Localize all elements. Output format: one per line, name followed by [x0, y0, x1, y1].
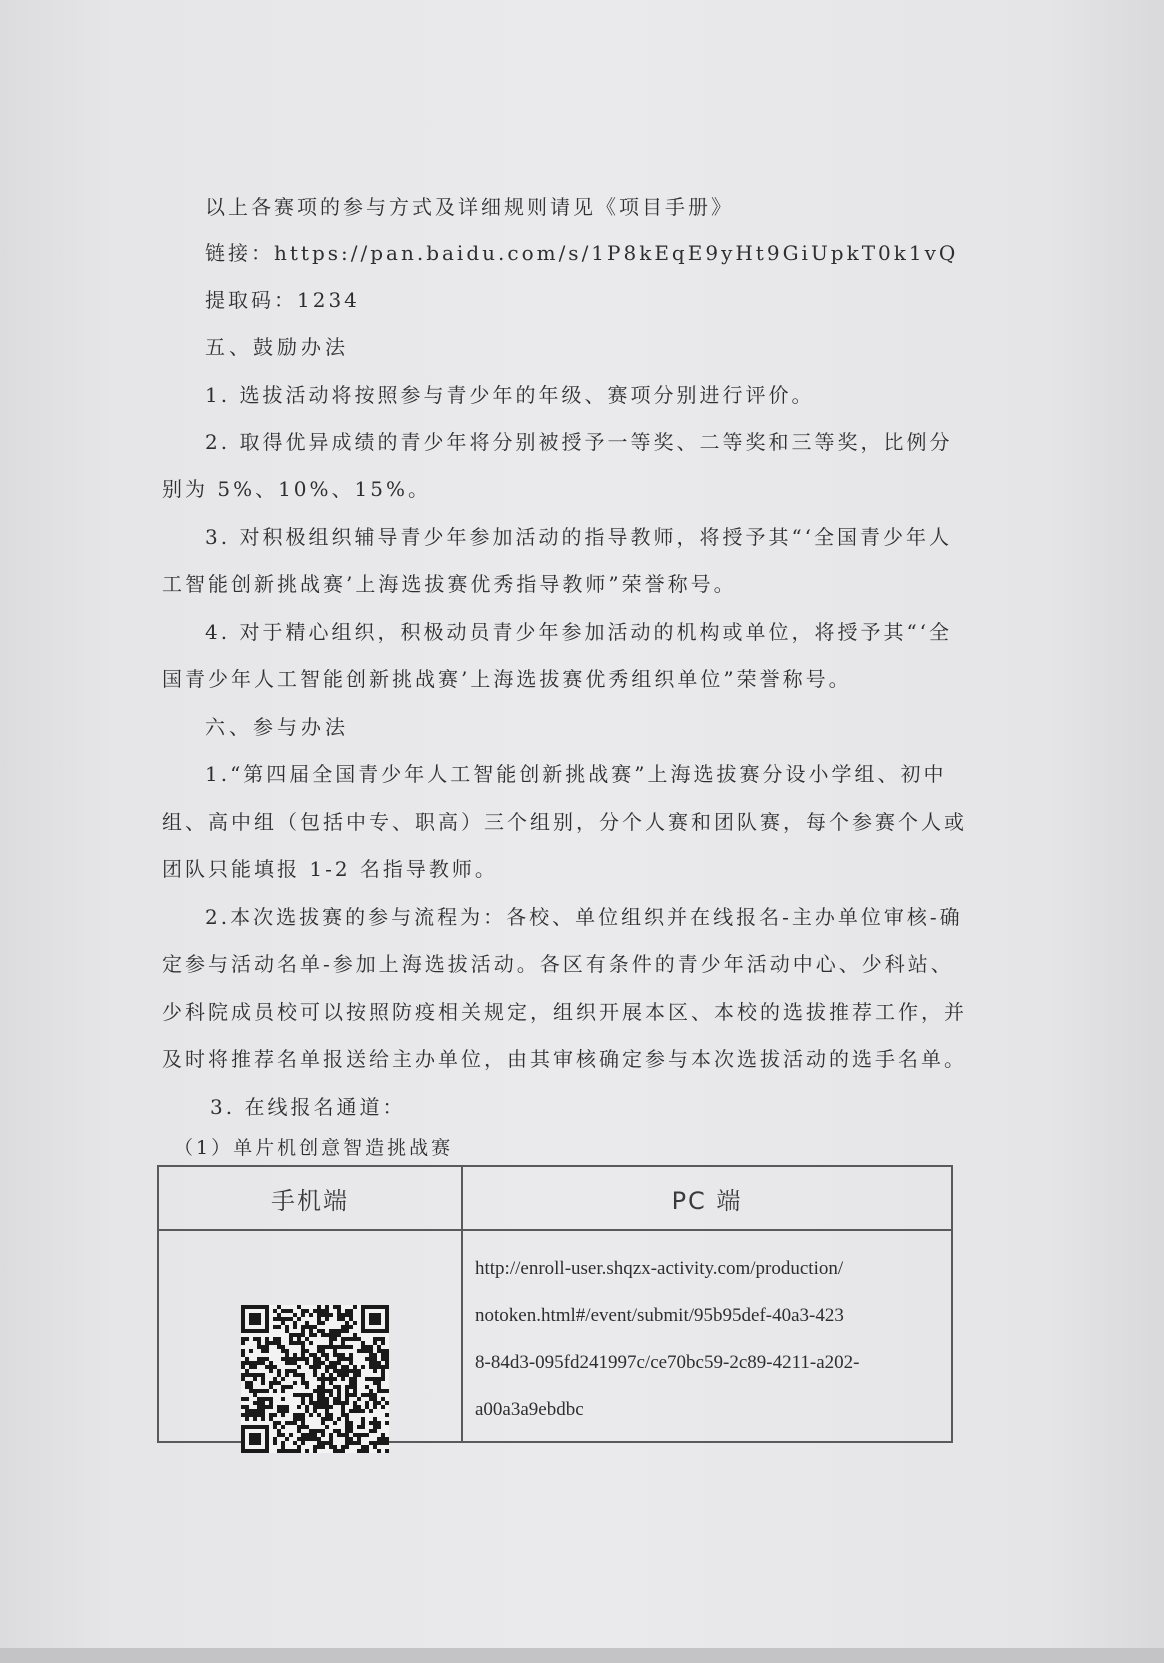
- incentive-item-4: 4. 对于精心组织，积极动员青少年参加活动的机构或单位，将授予其“‘全: [205, 620, 953, 644]
- pc-url-line-3[interactable]: 8-84d3-095fd241997c/ce70bc59-2c89-4211-a202-: [475, 1352, 860, 1373]
- participation-item-1-cont-b: 团队只能填报 1-2 名指导教师。: [162, 857, 498, 881]
- incentive-item-4-cont: 国青少年人工智能创新挑战赛’上海选拔赛优秀组织单位”荣誉称号。: [162, 667, 852, 691]
- table-caption: （1）单片机创意智造挑战赛: [174, 1137, 454, 1159]
- table-body-row: [158, 1230, 952, 1442]
- header-mobile: 手机端: [158, 1166, 462, 1230]
- manual-reference: 以上各赛项的参与方式及详细规则请见《项目手册》: [205, 195, 734, 219]
- participation-item-2: 2.本次选拔赛的参与流程为：各校、单位组织并在线报名-主办单位审核-确: [205, 905, 963, 929]
- pc-url-line-4[interactable]: a00a3a9ebdbc: [475, 1399, 584, 1420]
- pc-url-line-2[interactable]: notoken.html#/event/submit/95b95def-40a3-423: [475, 1305, 844, 1326]
- pc-url-line-1[interactable]: http://enroll-user.shqzx-activity.com/production/: [475, 1258, 844, 1279]
- participation-item-2-cont-a: 定参与活动名单-参加上海选拔活动。各区有条件的青少年活动中心、少科站、: [162, 952, 954, 976]
- participation-item-3: 3. 在线报名通道：: [210, 1095, 406, 1119]
- incentive-item-2: 2. 取得优异成绩的青少年将分别被授予一等奖、二等奖和三等奖，比例分: [205, 430, 953, 454]
- link-line: 链接：https://pan.baidu.com/s/1P8kEqE9yHt9GiUpkT0k1vQ: [205, 241, 959, 265]
- section-heading-participation: 六、参与办法: [205, 715, 349, 739]
- participation-item-2-cont-b: 少科院成员校可以按照防疫相关规定，组织开展本区、本校的选拔推荐工作，并: [162, 1000, 967, 1024]
- extraction-code: 提取码：1234: [205, 288, 360, 312]
- section-heading-incentives: 五、鼓励办法: [205, 335, 349, 359]
- participation-item-1: 1.“第四届全国青少年人工智能创新挑战赛”上海选拔赛分设小学组、初中: [205, 762, 947, 786]
- incentive-item-2-cont: 别为 5%、10%、15%。: [162, 477, 431, 501]
- header-pc: PC 端: [462, 1166, 952, 1230]
- page-bottom-edge: [0, 1648, 1164, 1663]
- pc-url-cell: [462, 1230, 952, 1442]
- registration-table: [157, 1165, 953, 1443]
- participation-item-1-cont-a: 组、高中组（包括中专、职高）三个组别，分个人赛和团队赛，每个参赛个人或: [162, 810, 967, 834]
- incentive-item-1: 1. 选拔活动将按照参与青少年的年级、赛项分别进行评价。: [205, 383, 815, 407]
- mobile-cell: [158, 1230, 462, 1442]
- incentive-item-3: 3. 对积极组织辅导青少年参加活动的指导教师，将授予其“‘全国青少年人: [205, 525, 953, 549]
- incentive-item-3-cont: 工智能创新挑战赛’上海选拔赛优秀指导教师”荣誉称号。: [162, 572, 737, 596]
- table-header-row: [158, 1166, 952, 1230]
- participation-item-2-cont-c: 及时将推荐名单报送给主办单位，由其审核确定参与本次选拔活动的选手名单。: [162, 1047, 967, 1071]
- qr-code-icon[interactable]: [241, 1305, 389, 1453]
